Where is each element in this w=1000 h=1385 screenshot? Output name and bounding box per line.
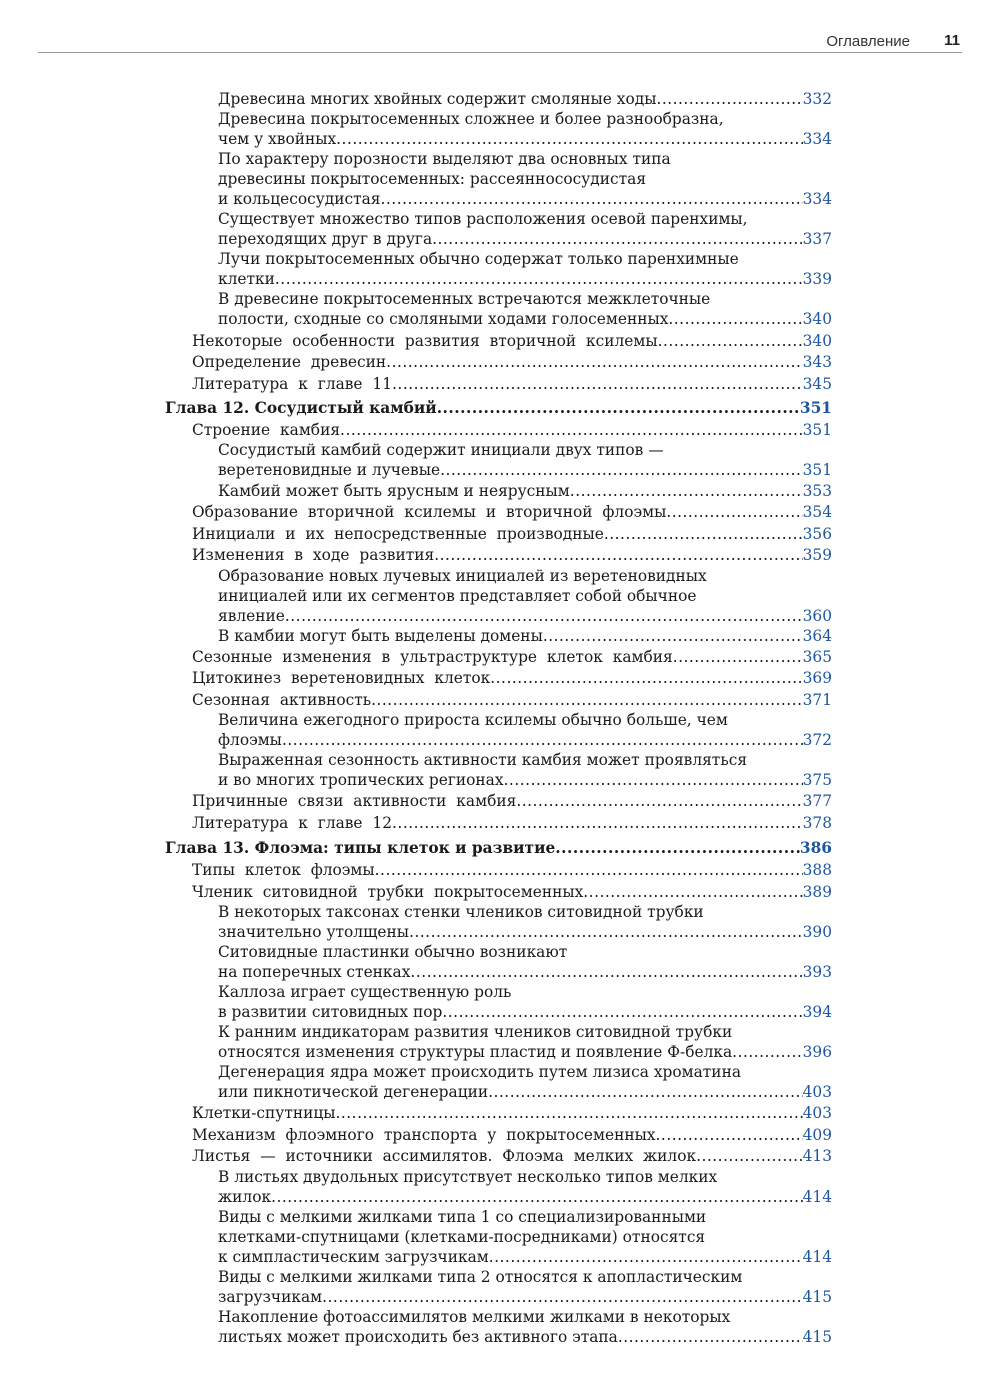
toc-line-with-page: [192, 374, 832, 394]
toc-entry-text: Литература к главе 11: [192, 375, 393, 393]
toc-entry-text: листьях может происходить без активного этапа: [218, 1328, 618, 1346]
toc-entry-text: Сезонная активность: [192, 691, 372, 709]
dot-leader: [375, 860, 803, 880]
toc-line-with-page: [192, 690, 832, 710]
dot-leader: [583, 882, 802, 902]
toc-page-link[interactable]: 340: [802, 332, 832, 350]
toc-entry-text: Механизм флоэмного транспорта у покрытосеменных: [192, 1126, 656, 1144]
toc-line-with-page: [218, 1042, 832, 1062]
toc-line-with-page: [192, 791, 832, 811]
toc-entry-text: Определение древесин: [192, 353, 387, 371]
toc-page-link[interactable]: 386: [799, 839, 832, 857]
toc-page-link[interactable]: 345: [802, 375, 832, 393]
running-header: [38, 30, 962, 53]
dot-leader: [442, 1002, 802, 1022]
toc-line-with-page: [192, 860, 832, 880]
toc-entry-text: Величина ежегодного прироста ксилемы обычно больше, чем: [218, 711, 728, 729]
dot-leader: [440, 460, 803, 480]
toc-page-link[interactable]: 369: [802, 669, 832, 687]
dot-leader: [322, 1287, 802, 1307]
toc-page-link[interactable]: 403: [802, 1083, 832, 1101]
dot-leader: [409, 922, 803, 942]
dot-leader: [285, 606, 803, 626]
dot-leader: [673, 647, 803, 667]
toc-page-link[interactable]: 360: [802, 607, 832, 625]
toc-entry-text: Древесина покрытосеменных сложнее и более разнообразна,: [218, 110, 724, 128]
toc-entry-text: К ранним индикаторам развития члеников ситовидной трубки: [218, 1023, 733, 1041]
dot-leader: [618, 1327, 803, 1347]
toc-line-with-page: [218, 1247, 832, 1267]
toc-entry-text: флоэмы: [218, 731, 282, 749]
toc-page-link[interactable]: 359: [802, 546, 832, 564]
toc-line-with-page: [165, 398, 832, 418]
dot-leader: [656, 1125, 803, 1145]
toc-page-link[interactable]: 414: [802, 1188, 832, 1206]
toc-entry-text: к симпластическим загрузчикам: [218, 1248, 489, 1266]
dot-leader: [392, 374, 803, 394]
toc-line-with-page: [218, 770, 832, 790]
toc-line-with-page: [192, 545, 832, 565]
toc-entry-text: полости, сходные со смоляными ходами голосеменных: [218, 310, 669, 328]
toc-page-link[interactable]: 393: [802, 963, 832, 981]
dot-leader: [666, 502, 802, 522]
dot-leader: [570, 481, 803, 501]
toc-page-link[interactable]: 413: [802, 1147, 832, 1165]
toc-line-with-page: [192, 524, 832, 544]
toc-entry-text: значительно утолщены: [218, 923, 409, 941]
toc-line-with-page: [218, 730, 832, 750]
toc-entry-text: В некоторых таксонах стенки члеников ситовидной трубки: [218, 903, 704, 921]
toc-entry-text: Сезонные изменения в ультраструктуре клеток камбия: [192, 648, 673, 666]
toc-page-link[interactable]: 337: [802, 230, 832, 248]
toc-page-link[interactable]: 390: [802, 923, 832, 941]
toc-entry-text: Каллоза играет существенную роль: [218, 983, 512, 1001]
toc-page-link[interactable]: 353: [802, 482, 832, 500]
toc-line-with-page: [218, 1327, 832, 1347]
toc-line-with-page: [192, 1146, 832, 1166]
toc-entry-text: Выраженная сезонность активности камбия может проявляться: [218, 751, 748, 769]
toc-page-link[interactable]: 339: [802, 270, 832, 288]
toc-line-with-page: [192, 331, 832, 351]
dot-leader: [410, 962, 802, 982]
toc-entry-text: Типы клеток флоэмы: [192, 861, 375, 879]
toc-line-with-page: [192, 647, 832, 667]
header-title: Оглавление: [826, 33, 910, 50]
toc-line-with-page: [192, 420, 832, 440]
toc-entry-text: или пикнотической дегенерации: [218, 1083, 489, 1101]
toc-entry-text: Цитокинез веретеновидных клеток: [192, 669, 491, 687]
toc-line-with-page: [218, 460, 832, 480]
toc-entry-text: Образование новых лучевых инициалей из веретеновидных: [218, 567, 707, 585]
toc-entry-text: В древесине покрытосеменных встречаются межклеточные: [218, 290, 711, 308]
toc-entry-text: Причинные связи активности камбия: [192, 792, 517, 810]
dot-leader: [488, 1082, 802, 1102]
dot-leader: [386, 352, 802, 372]
toc-entry-text: загрузчикам: [218, 1288, 323, 1306]
toc-entry-text: Глава 13. Флоэма: типы клеток и развитие: [165, 839, 556, 857]
toc-entry-text: Виды с мелкими жилками типа 2 относятся к апопластическим: [218, 1268, 743, 1286]
toc-entry-text: Листья — источники ассимилятов. Флоэма мелких жилок: [192, 1147, 697, 1165]
dot-leader: [490, 668, 802, 688]
toc-entry-text: Литература к главе 12: [192, 814, 393, 832]
toc-entry-text: Некоторые особенности развития вторичной ксилемы: [192, 332, 658, 350]
toc-entry-text: Ситовидные пластинки обычно возникают: [218, 943, 568, 961]
dot-leader: [434, 545, 802, 565]
toc-entry-text: В камбии могут быть выделены домены: [218, 627, 543, 645]
toc-page-link[interactable]: 375: [802, 771, 832, 789]
toc-page-link[interactable]: 403: [802, 1104, 832, 1122]
toc-page-link[interactable]: 377: [802, 792, 832, 810]
toc-entry-text: жилок: [218, 1188, 272, 1206]
dot-leader: [489, 1247, 803, 1267]
dot-leader: [732, 1042, 802, 1062]
dot-leader: [282, 730, 803, 750]
toc-entry-text: Виды с мелкими жилками типа 1 со специализированными: [218, 1208, 707, 1226]
toc-page-link[interactable]: 365: [802, 648, 832, 666]
toc-entry-text: Камбий может быть ярусным и неярусным: [218, 482, 570, 500]
dot-leader: [340, 420, 803, 440]
toc-entry-text: Существует множество типов расположения осевой паренхимы,: [218, 210, 748, 228]
dot-leader: [392, 813, 803, 833]
toc-page-link[interactable]: 364: [802, 627, 832, 645]
toc-line-with-page: [218, 1187, 832, 1207]
toc-entry-text: древесины покрытосеменных: рассеяннососудистая: [218, 170, 647, 188]
dot-leader: [555, 838, 800, 858]
toc-entry-text: Образование вторичной ксилемы и вторичной флоэмы: [192, 503, 667, 521]
toc-line-with-page: [218, 606, 832, 626]
dot-leader: [504, 770, 803, 790]
toc-page-link[interactable]: 396: [802, 1043, 832, 1061]
toc-entry-text: веретеновидные и лучевые: [218, 461, 441, 479]
toc-page-link[interactable]: 415: [802, 1288, 832, 1306]
toc-line-with-page: [218, 626, 832, 646]
toc-entry-text: Клетки-спутницы: [192, 1104, 336, 1122]
toc-entry-text: чем у хвойных: [218, 130, 337, 148]
dot-leader: [381, 189, 803, 209]
toc-line-with-page: [192, 813, 832, 833]
toc-line-with-page: [218, 481, 832, 501]
toc-entry-text: Изменения в ходе развития: [192, 546, 435, 564]
toc-entry-text: Накопление фотоассимилятов мелкими жилками в некоторых: [218, 1308, 731, 1326]
toc-entry-text: По характеру порозности выделяют два основных типа: [218, 150, 671, 168]
toc-page-link[interactable]: 389: [802, 883, 832, 901]
toc-page-link[interactable]: 371: [802, 691, 832, 709]
dot-leader: [275, 269, 803, 289]
toc-line-with-page: [218, 1287, 832, 1307]
dot-leader: [516, 791, 802, 811]
page-number: 11: [944, 32, 960, 49]
toc-entry-text: Глава 12. Сосудистый камбий: [165, 399, 437, 417]
toc-line-with-page: [192, 352, 832, 372]
dot-leader: [543, 626, 803, 646]
toc-entry-text: относятся изменения структуры пластид и появление Ф-белка: [218, 1043, 733, 1061]
toc-page-link[interactable]: 378: [802, 814, 832, 832]
dot-leader: [656, 89, 802, 109]
toc-page-link[interactable]: 414: [802, 1248, 832, 1266]
dot-leader: [696, 1146, 803, 1166]
toc-line-with-page: [218, 1002, 832, 1022]
dot-leader: [271, 1187, 803, 1207]
toc-page-link[interactable]: 334: [802, 130, 832, 148]
toc-line-with-page: [192, 502, 832, 522]
toc-page-link[interactable]: 372: [802, 731, 832, 749]
toc-line-with-page: [218, 129, 832, 149]
toc-page-link[interactable]: 354: [802, 503, 832, 521]
toc-line-with-page: [218, 922, 832, 942]
toc-page-link[interactable]: 409: [802, 1126, 832, 1144]
toc-page-link[interactable]: 394: [802, 1003, 832, 1021]
toc-entry-text: Членик ситовидной трубки покрытосеменных: [192, 883, 584, 901]
dot-leader: [668, 309, 802, 329]
toc-entry-text: клетки: [218, 270, 275, 288]
dot-leader: [336, 1103, 803, 1123]
toc-line-with-page: [218, 962, 832, 982]
toc-page-link[interactable]: 356: [802, 525, 832, 543]
toc-line-with-page: [218, 309, 832, 329]
toc-entry-text: и кольцесосудистая: [218, 190, 381, 208]
toc-entry-text: Инициали и их непосредственные производные: [192, 525, 604, 543]
dot-leader: [437, 398, 800, 418]
toc-page-link[interactable]: 351: [802, 421, 832, 439]
toc-entry-text: и во многих тропических регионах: [218, 771, 504, 789]
toc-line-with-page: [165, 838, 832, 858]
toc-entry-text: Лучи покрытосеменных обычно содержат только паренхимные: [218, 250, 739, 268]
toc-entry-text: инициалей или их сегментов представляет собой обычное: [218, 587, 697, 605]
toc-entry-text: Дегенерация ядра может происходить путем лизиса хроматина: [218, 1063, 742, 1081]
toc-line-with-page: [218, 269, 832, 289]
toc-line-with-page: [192, 1103, 832, 1123]
toc-page-link[interactable]: 332: [802, 90, 832, 108]
dot-leader: [604, 524, 803, 544]
toc-entry-text: Древесина многих хвойных содержит смоляные ходы: [218, 90, 657, 108]
toc-entry-text: в развитии ситовидных пор: [218, 1003, 443, 1021]
toc-entry-text: В листьях двудольных присутствует несколько типов мелких: [218, 1168, 718, 1186]
toc-entry-text: Строение камбия: [192, 421, 341, 439]
toc-entry-text: переходящих друг в друга: [218, 230, 433, 248]
toc-line-with-page: [218, 229, 832, 249]
toc-line-with-page: [218, 89, 832, 109]
toc-line-with-page: [192, 882, 832, 902]
toc-page-link[interactable]: 415: [802, 1328, 832, 1346]
toc-entry-text: на поперечных стенках: [218, 963, 411, 981]
toc-line-with-page: [218, 1082, 832, 1102]
toc-line-with-page: [192, 1125, 832, 1145]
toc-entry-text: явление: [218, 607, 285, 625]
toc-page-link[interactable]: 340: [802, 310, 832, 328]
toc-line-with-page: [192, 668, 832, 688]
toc-line-with-page: [218, 189, 832, 209]
toc-page-link[interactable]: 334: [802, 190, 832, 208]
toc-page-link[interactable]: 343: [802, 353, 832, 371]
toc-page-link[interactable]: 351: [802, 461, 832, 479]
dot-leader: [371, 690, 803, 710]
dot-leader: [658, 331, 803, 351]
toc-entry-text: клетками-спутницами (клетками-посредниками) относятся: [218, 1228, 706, 1246]
dot-leader: [432, 229, 802, 249]
toc-entry-text: Сосудистый камбий содержит инициали двух типов —: [218, 441, 664, 459]
dot-leader: [336, 129, 802, 149]
toc-page-link[interactable]: 388: [802, 861, 832, 879]
toc-page-link[interactable]: 351: [799, 399, 832, 417]
